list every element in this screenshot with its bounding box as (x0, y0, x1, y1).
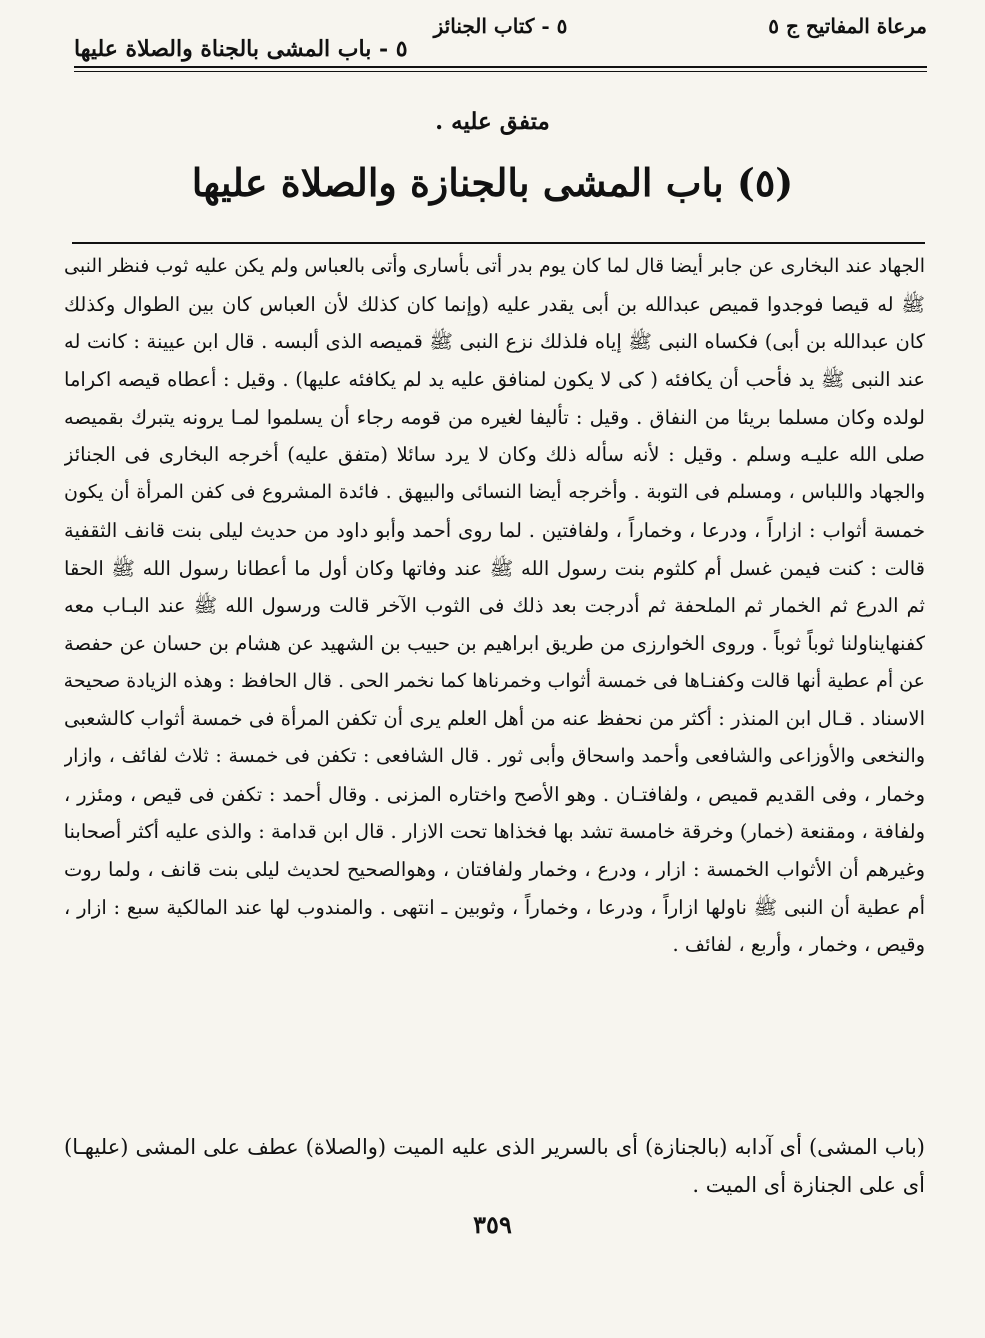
page-number: ٣٥٩ (473, 1210, 512, 1239)
kitab-title: ٥ - كتاب الجنائز (433, 14, 568, 38)
body-line: والجهاد واللباس ، ومسلم فى التوبة . وأخرجه أيضا النسائى والبيهق . فائدة المشروع فى كفن المرأة أن يكون (64, 481, 925, 504)
body-line: عن أم عطية أنها قالت وكفنـاها فى خمسة أثواب وخمرناها كما نخمر الحى . قال الحافظ : وهذه الزيادة صحيحة (64, 669, 925, 692)
bab-commentary (64, 1128, 925, 1204)
header-rule (74, 66, 927, 68)
section-rule (72, 242, 925, 244)
header-rule-thin (74, 71, 927, 72)
body-line: وخمار ، وفى القديم قميص ، ولفافتـان . وهو الأصح واختاره المزنى . وقال أحمد : تكفن فى قيص ، ومئزر ، (64, 782, 925, 806)
body-line: ولفافة ، ومقنعة (خمار) وخرقة خامسة تشد بها فخذاها تحت الازار . قال ابن قدامة : والذى عليه أكثر أصحابنا (64, 820, 925, 844)
body-line: عند النبى ﷺ يد فأحب أن يكافئه ( كى لا يكون لمنافق عليه يد لم يكافئه عليها) . وقيل : أعطاه قيصه اكراما (64, 368, 925, 392)
book-title: مرعاة المفاتيح ج ٥ (768, 14, 927, 38)
body-line: وغيرهم أن الأثواب الخمسة : ازار ، ودرع ، وخمار ولفافتان ، وهوالصحيح لحديث ليلى بنت قانف ، ولما روت (64, 858, 925, 881)
body-line: ثم الدرع ثم الخمار ثم الملحفة ثم أدرجت بعد ذلك فى الثوب الآخر قالت ورسول الله ﷺ عند البـاب معه (64, 594, 925, 618)
bab-running-title: ٥ - باب المشى بالجناة والصلاة عليها (74, 36, 408, 62)
comment-line: أى على الجنازة أى الميت . (692, 1173, 925, 1197)
body-line: ﷺ له قيصا فوجدوا قميص عبدالله بن أبى يقدر عليه (وإنما كان كذلك لأن العباس كان بين الطوال وكذلك (64, 292, 925, 316)
muttafaq-alayh: متفق عليه . (435, 108, 550, 135)
body-line: الجهاد عند البخارى عن جابر أيضا قال لما كان يوم بدر أتى بأسارى وأتى بالعباس ولم يكن عليه ثوب فنظر النبى (64, 255, 925, 277)
commentary-body (64, 248, 925, 964)
body-line: خمسة أثواب : ازاراً ، ودرعا ، وخماراً ، ولفافتين . لما روى أحمد وأبو داود من حديث ليلى بنت قانف الثقفية (64, 518, 925, 542)
body-line: كفنهايناولنا ثوباً ثوباً . وروى الخوارزى من طريق ابراهيم بن حبيب بن الشهيد عن هشام بن حسان عن حفصة (64, 631, 925, 655)
body-line: كان عبدالله بن أبى) فكساه النبى ﷺ إياه فلذلك نزع النبى ﷺ قميصه الذى ألبسه . قال ابن عيينة : كانت له (64, 330, 925, 354)
comment-line: (باب المشى) أى آدابه (بالجنازة) أى بالسرير الذى عليه الميت (والصلاة) عطف على المشى (عليهـا) (64, 1135, 925, 1159)
body-line: والنخعى والأوزاعى والشافعى وأحمد واسحاق وأبى ثور . قال الشافعى : تكفن فى خمسة : ثلاث لفائف ، وازار (64, 744, 925, 767)
body-line: لولده وكان مسلما بريئا من النفاق . وقيل : تأليفا لغيره من قومه رجاء أن يسلموا لمـا يرونه يتبرك بقميصه (64, 405, 925, 429)
body-line: قالت : كنت فيمن غسل أم كلثوم بنت رسول الله ﷺ عند وفاتها وكان أول ما أعطانا رسول الله ﷺ الحقا (64, 556, 925, 580)
body-line: صلى الله عليـه وسلم . وقيل : لأنه سأله ذلك وكان لا يرد سائلا (متفق عليه) أخرجه البخارى فى الجنائز (64, 443, 925, 467)
body-line: الاسناد . قـال ابن المنذر : أكثر من نحفظ عنه من أهل العلم يرى أن تكفن المرأة فى خمسة أثواب كالشعبى (64, 707, 925, 731)
running-header (74, 14, 927, 68)
chapter-title: (٥) باب المشى بالجنازة والصلاة عليها (191, 160, 794, 205)
body-line: أم عطية أن النبى ﷺ ناولها ازاراً ، ودرعا ، وخماراً ، وثوبين ـ انتهى . والمندوب لها عند المالكية سبع : ازار ، (64, 895, 925, 919)
body-line: وقيص ، وخمار ، وأربع ، لفائف . (672, 933, 925, 957)
